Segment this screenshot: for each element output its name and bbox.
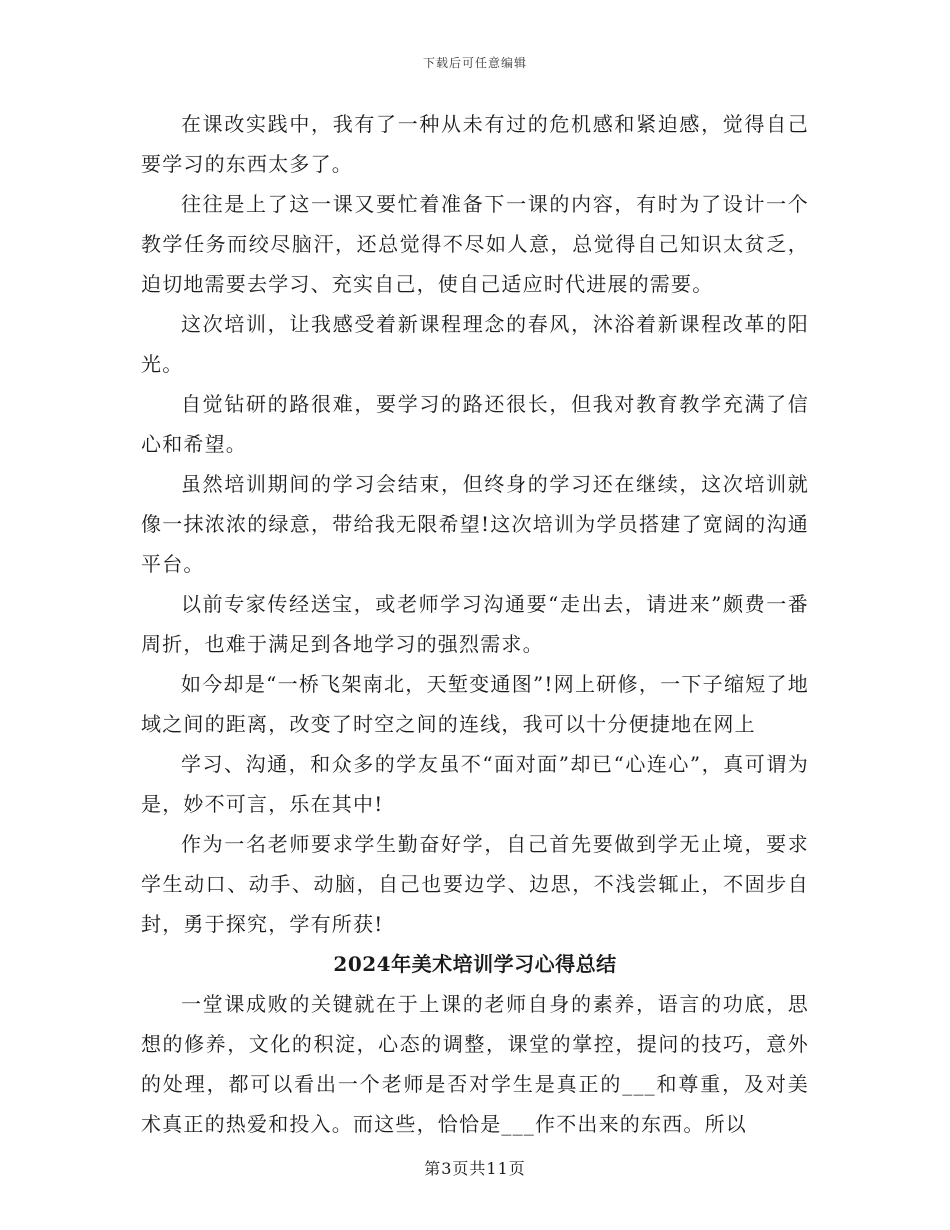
section-title: 2024年美术培训学习心得总结 [333, 952, 617, 976]
paragraph: 在课改实践中，我有了一种从未有过的危机感和紧迫感，觉得自己要学习的东西太多了。 [141, 112, 809, 176]
page-number: 第3页共11页 [424, 1159, 526, 1178]
paragraph: 虽然培训期间的学习会结束，但终身的学习还在继续，这次培训就像一抹浓浓的绿意，带给我无限希望!这次培训为学员搭建了宽阔的沟通平台。 [141, 472, 809, 576]
paragraph: 如今却是“一桥飞架南北，天堑变通图”!网上研修，一下子缩短了地域之间的距离，改变了时空之间的连线，我可以十分便捷地在网上 [141, 672, 809, 736]
paragraph: 以前专家传经送宝，或老师学习沟通要“走出去，请进来”颇费一番周折，也难于满足到各地学习的强烈需求。 [141, 592, 809, 656]
paragraph: 一堂课成败的关键就在于上课的老师自身的素养，语言的功底，思想的修养，文化的积淀，心态的调整，课堂的掌控，提问的技巧，意外的处理，都可以看出一个老师是否对学生是真正的___和尊重，及对美术真正的热爱和投入。而这些，恰恰是___作不出来的东西。所以 [141, 992, 809, 1136]
paragraph: 往往是上了这一课又要忙着准备下一课的内容，有时为了设计一个教学任务而绞尽脑汗，还总觉得不尽如人意，总觉得自己知识太贫乏，迫切地需要去学习、充实自己，使自己适应时代进展的需要。 [141, 192, 809, 296]
page-header-note: 下载后可任意编辑 [422, 56, 527, 70]
paragraph: 学习、沟通，和众多的学友虽不“面对面”却已“心连心”，真可谓为是，妙不可言，乐在其中! [141, 752, 809, 816]
paragraph: 这次培训，让我感受着新课程理念的春风，沐浴着新课程改革的阳光。 [141, 312, 809, 376]
paragraph: 自觉钻研的路很难，要学习的路还很长，但我对教育教学充满了信心和希望。 [141, 392, 809, 456]
document-body [141, 104, 809, 1144]
paragraph: 作为一名老师要求学生勤奋好学，自己首先要做到学无止境，要求学生动口、动手、动脑，自己也要边学、边思，不浅尝辄止，不固步自封，勇于探究，学有所获! [141, 832, 809, 936]
